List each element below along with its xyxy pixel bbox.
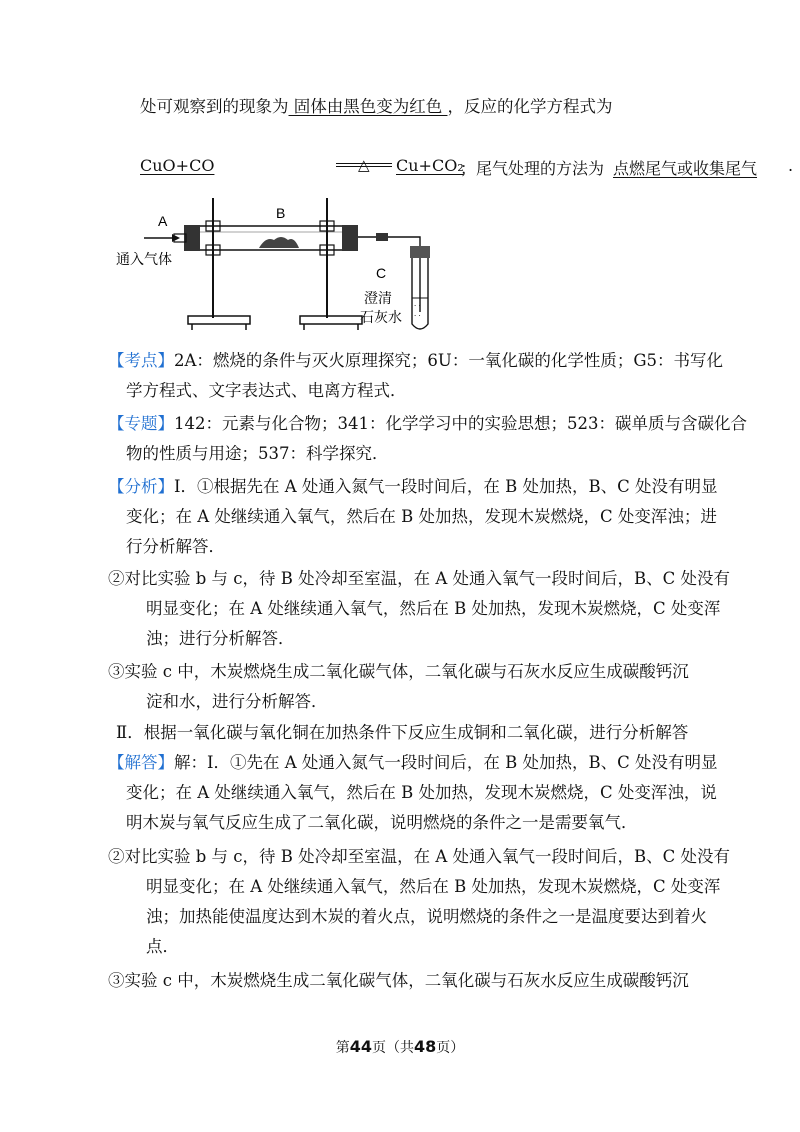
- jieda-line-1: [108, 752, 718, 774]
- fenxi-line-7: ③实验 c 中，木炭燃烧生成二氧化碳气体，二氧化碳与石灰水反应生成碳酸钙沉: [108, 662, 689, 681]
- jieda-line-8: ③实验 c 中，木炭燃烧生成二氧化碳气体，二氧化碳与石灰水反应生成碳酸钙沉: [108, 971, 689, 990]
- kaodian-line-1: [108, 350, 723, 372]
- equation-products: Cu+CO₂: [396, 156, 464, 175]
- jieda-line-7: 点．: [146, 937, 179, 956]
- jieda-line-3: 明木炭与氧气反应生成了二氧化碳，说明燃烧的条件之一是需要氧气．: [126, 813, 638, 832]
- footer-prefix: 第: [335, 1040, 350, 1056]
- fenxi-line-9: Ⅱ．根据一氧化碳与氧化铜在加热条件下反应生成铜和二氧化碳，进行分析解答: [116, 723, 689, 742]
- fenxi-text-1: Ⅰ．①根据先在 A 处通入氮气一段时间后，在 B 处加热，B、C 处没有明显: [174, 477, 718, 496]
- label-gas-in: 通入气体: [116, 251, 172, 267]
- fenxi-line-4: ②对比实验 b 与 c，待 B 处冷却至室温，在 A 处通入氧气一段时间后，B、C 处没有: [108, 569, 731, 588]
- tail-gas-prefix: ；尾气处理的方法为: [460, 159, 605, 178]
- page-footer: [0, 1037, 800, 1057]
- answer-line-1: [140, 96, 613, 118]
- equation-bar-bottom: [336, 166, 392, 167]
- label-b: B: [276, 205, 286, 221]
- answer-suffix: ，反应的化学方程式为: [447, 97, 613, 116]
- fenxi-line-6: 浊；进行分析解答．: [146, 629, 295, 648]
- left-stand-base: [188, 316, 250, 324]
- apparatus-diagram: [114, 188, 444, 336]
- footer-suffix: 页）: [436, 1040, 465, 1056]
- right-stand-base: [300, 316, 362, 324]
- equation-reactants: CuO+CO: [140, 156, 215, 175]
- label-a: A: [158, 213, 168, 229]
- equation-end: .: [788, 156, 794, 175]
- footer-page-number: 44: [349, 1037, 372, 1056]
- test-tube-stopper: [410, 246, 430, 258]
- fenxi-tag: 【分析】: [108, 477, 174, 496]
- fenxi-line-8: 淀和水，进行分析解答．: [146, 692, 328, 711]
- equation-bar-top: [336, 163, 392, 164]
- jieda-tag: 【解答】: [108, 753, 174, 772]
- zhuanti-text-1: 142：元素与化合物；341：化学学习中的实验思想；523：碳单质与含碳化合: [174, 414, 747, 433]
- jieda-line-6: 浊；加热能使温度达到木炭的着火点，说明燃烧的条件之一是温度要达到着火: [146, 907, 707, 926]
- jieda-line-5: 明显变化；在 A 处继续通入氧气，然后在 B 处加热，发现木炭燃烧，C 处变浑: [146, 877, 721, 896]
- zhuanti-line-1: [108, 413, 747, 435]
- zhuanti-line-2: 物的性质与用途；537：科学探究．: [126, 444, 389, 463]
- kaodian-text-1: 2A：燃烧的条件与灭火原理探究；6U：一氧化碳的化学性质；G5：书写化: [174, 351, 723, 370]
- jieda-line-2: 变化；在 A 处继续通入氧气，然后在 B 处加热，发现木炭燃烧，C 处变浑浊，说: [126, 783, 717, 802]
- fenxi-line-2: 变化；在 A 处继续通入氧气，然后在 B 处加热，发现木炭燃烧，C 处变浑浊；进: [126, 507, 717, 526]
- footer-total-pages: 48: [414, 1037, 437, 1056]
- heating-condition: △: [358, 156, 370, 174]
- label-c: C: [376, 265, 387, 281]
- svg-text:· ·: · ·: [414, 312, 421, 320]
- jieda-text-1: 解：Ⅰ．①先在 A 处通入氮气一段时间后，在 B 处加热，B、C 处没有明显: [174, 753, 718, 772]
- answer-blank-tailgas: 点燃尾气或收集尾气: [613, 159, 758, 178]
- svg-text:· ·: · ·: [414, 302, 421, 310]
- jieda-line-4: ②对比实验 b 与 c，待 B 处冷却至室温，在 A 处通入氧气一段时间后，B、C 处没有: [108, 847, 731, 866]
- fenxi-line-5: 明显变化；在 A 处继续通入氧气，然后在 B 处加热，发现木炭燃烧，C 处变浑: [146, 599, 721, 618]
- answer-blank-phenomenon: 固体由黑色变为红色: [288, 97, 448, 116]
- fenxi-line-1: [108, 476, 718, 498]
- answer-prefix: 处可观察到的现象为: [140, 97, 289, 116]
- kaodian-tag: 【考点】: [108, 351, 174, 370]
- right-stopper: [342, 225, 358, 251]
- zhuanti-tag: 【专题】: [108, 414, 174, 433]
- label-limewater-2: 石灰水: [360, 309, 402, 325]
- kaodian-line-2: 学方程式、文字表达式、电离方程式．: [126, 381, 407, 400]
- footer-middle: 页（共: [372, 1040, 414, 1056]
- label-limewater-1: 澄清: [364, 290, 392, 306]
- fenxi-line-3: 行分析解答．: [126, 537, 225, 556]
- charcoal-sample: [259, 237, 299, 248]
